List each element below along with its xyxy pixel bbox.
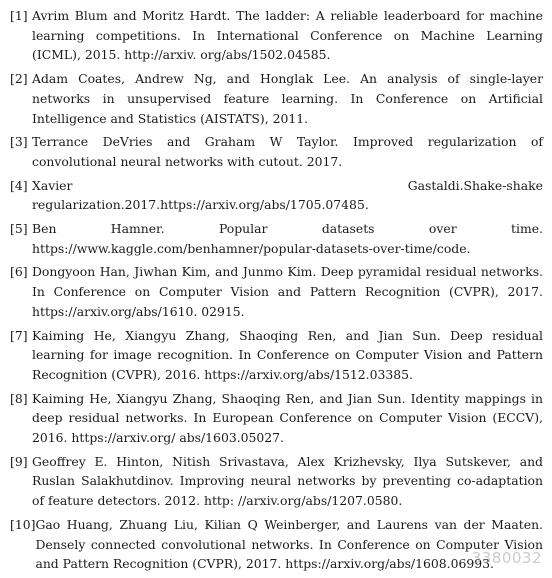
reference-number: [7]	[10, 327, 28, 343]
reference-number: [4]	[10, 177, 28, 193]
reference-text: Dongyoon Han, Jiwhan Kim, and Junmo Kim. Deep pyramidal residual networks. In Conference on Computer Vision and Pattern Recognition (CVPR), 2017. https://arxiv.org/abs/1610. 02915.	[32, 264, 543, 319]
reference-number: [6]	[10, 264, 28, 280]
reference-item	[10, 132, 543, 171]
reference-text: Terrance DeVries and Graham W Taylor. Improved regularization of convolutional neural networks with cutout. 2017.	[32, 134, 543, 169]
reference-item	[10, 219, 543, 258]
reference-number: [1]	[10, 8, 28, 23]
reference-number: [8]	[10, 390, 28, 406]
reference-item	[10, 515, 543, 574]
reference-text: Geoffrey E. Hinton, Nitish Srivastava, Alex Krizhevsky, Ilya Sutskever, and Ruslan Salakhutdinov. Improving neural networks by preventing co-adaptation of feature detectors. 2012. http: //arxiv.org/abs/1207.0580.	[32, 453, 543, 509]
reference-number: [9]	[10, 453, 28, 469]
reference-text: Gao Huang, Zhuang Liu, Kilian Q Weinberger, and Laurens van der Maaten. Densely connected convolutional networks. In Conference on Computer Vision and Pattern Recognition (CVPR), 2017. https://arxiv.org/abs/1608.06993.	[35, 516, 543, 572]
reference-item	[10, 389, 543, 448]
reference-number: [3]	[10, 134, 28, 150]
reference-text: Avrim Blum and Moritz Hardt. The ladder: A reliable leaderboard for machine learning competitions. In International Conference on Machine Learning (ICML), 2015. http://arxiv. org/abs/1502.04585.	[32, 8, 543, 63]
reference-text: Kaiming He, Xiangyu Zhang, Shaoqing Ren, and Jian Sun. Identity mappings in deep residual networks. In European Conference on Computer Vision (ECCV), 2016. https://arxiv.org/ abs/1603.05027.	[32, 390, 543, 446]
reference-number: [5]	[10, 221, 28, 237]
reference-item	[10, 326, 543, 385]
reference-text: Ben Hamner. Popular datasets over time. https://www.kaggle.com/benhamner/popular-datasets-over-time/code.	[32, 221, 543, 256]
reference-text: Adam Coates, Andrew Ng, and Honglak Lee. An analysis of single-layer networks in unsupervised feature learning. In Conference on Artificial Intelligence and Statistics (AISTATS), 2011.	[32, 71, 543, 126]
reference-item	[10, 262, 543, 321]
reference-number: [2]	[10, 71, 28, 87]
watermark: 3380032	[471, 549, 542, 567]
reference-text: Xavier Gastaldi.Shake-shake regularization.2017.https://arxiv.org/abs/1705.07485.	[32, 177, 543, 213]
reference-item	[10, 69, 543, 128]
reference-item	[10, 452, 543, 511]
reference-item	[10, 6, 543, 65]
reference-item	[10, 176, 543, 215]
reference-list	[10, 6, 543, 578]
reference-text: Kaiming He, Xiangyu Zhang, Shaoqing Ren, and Jian Sun. Deep residual learning for image recognition. In Conference on Computer Vision and Pattern Recognition (CVPR), 2016. https://arxiv.org/abs/1512.03385.	[32, 327, 543, 382]
reference-number: [10]	[10, 516, 36, 532]
